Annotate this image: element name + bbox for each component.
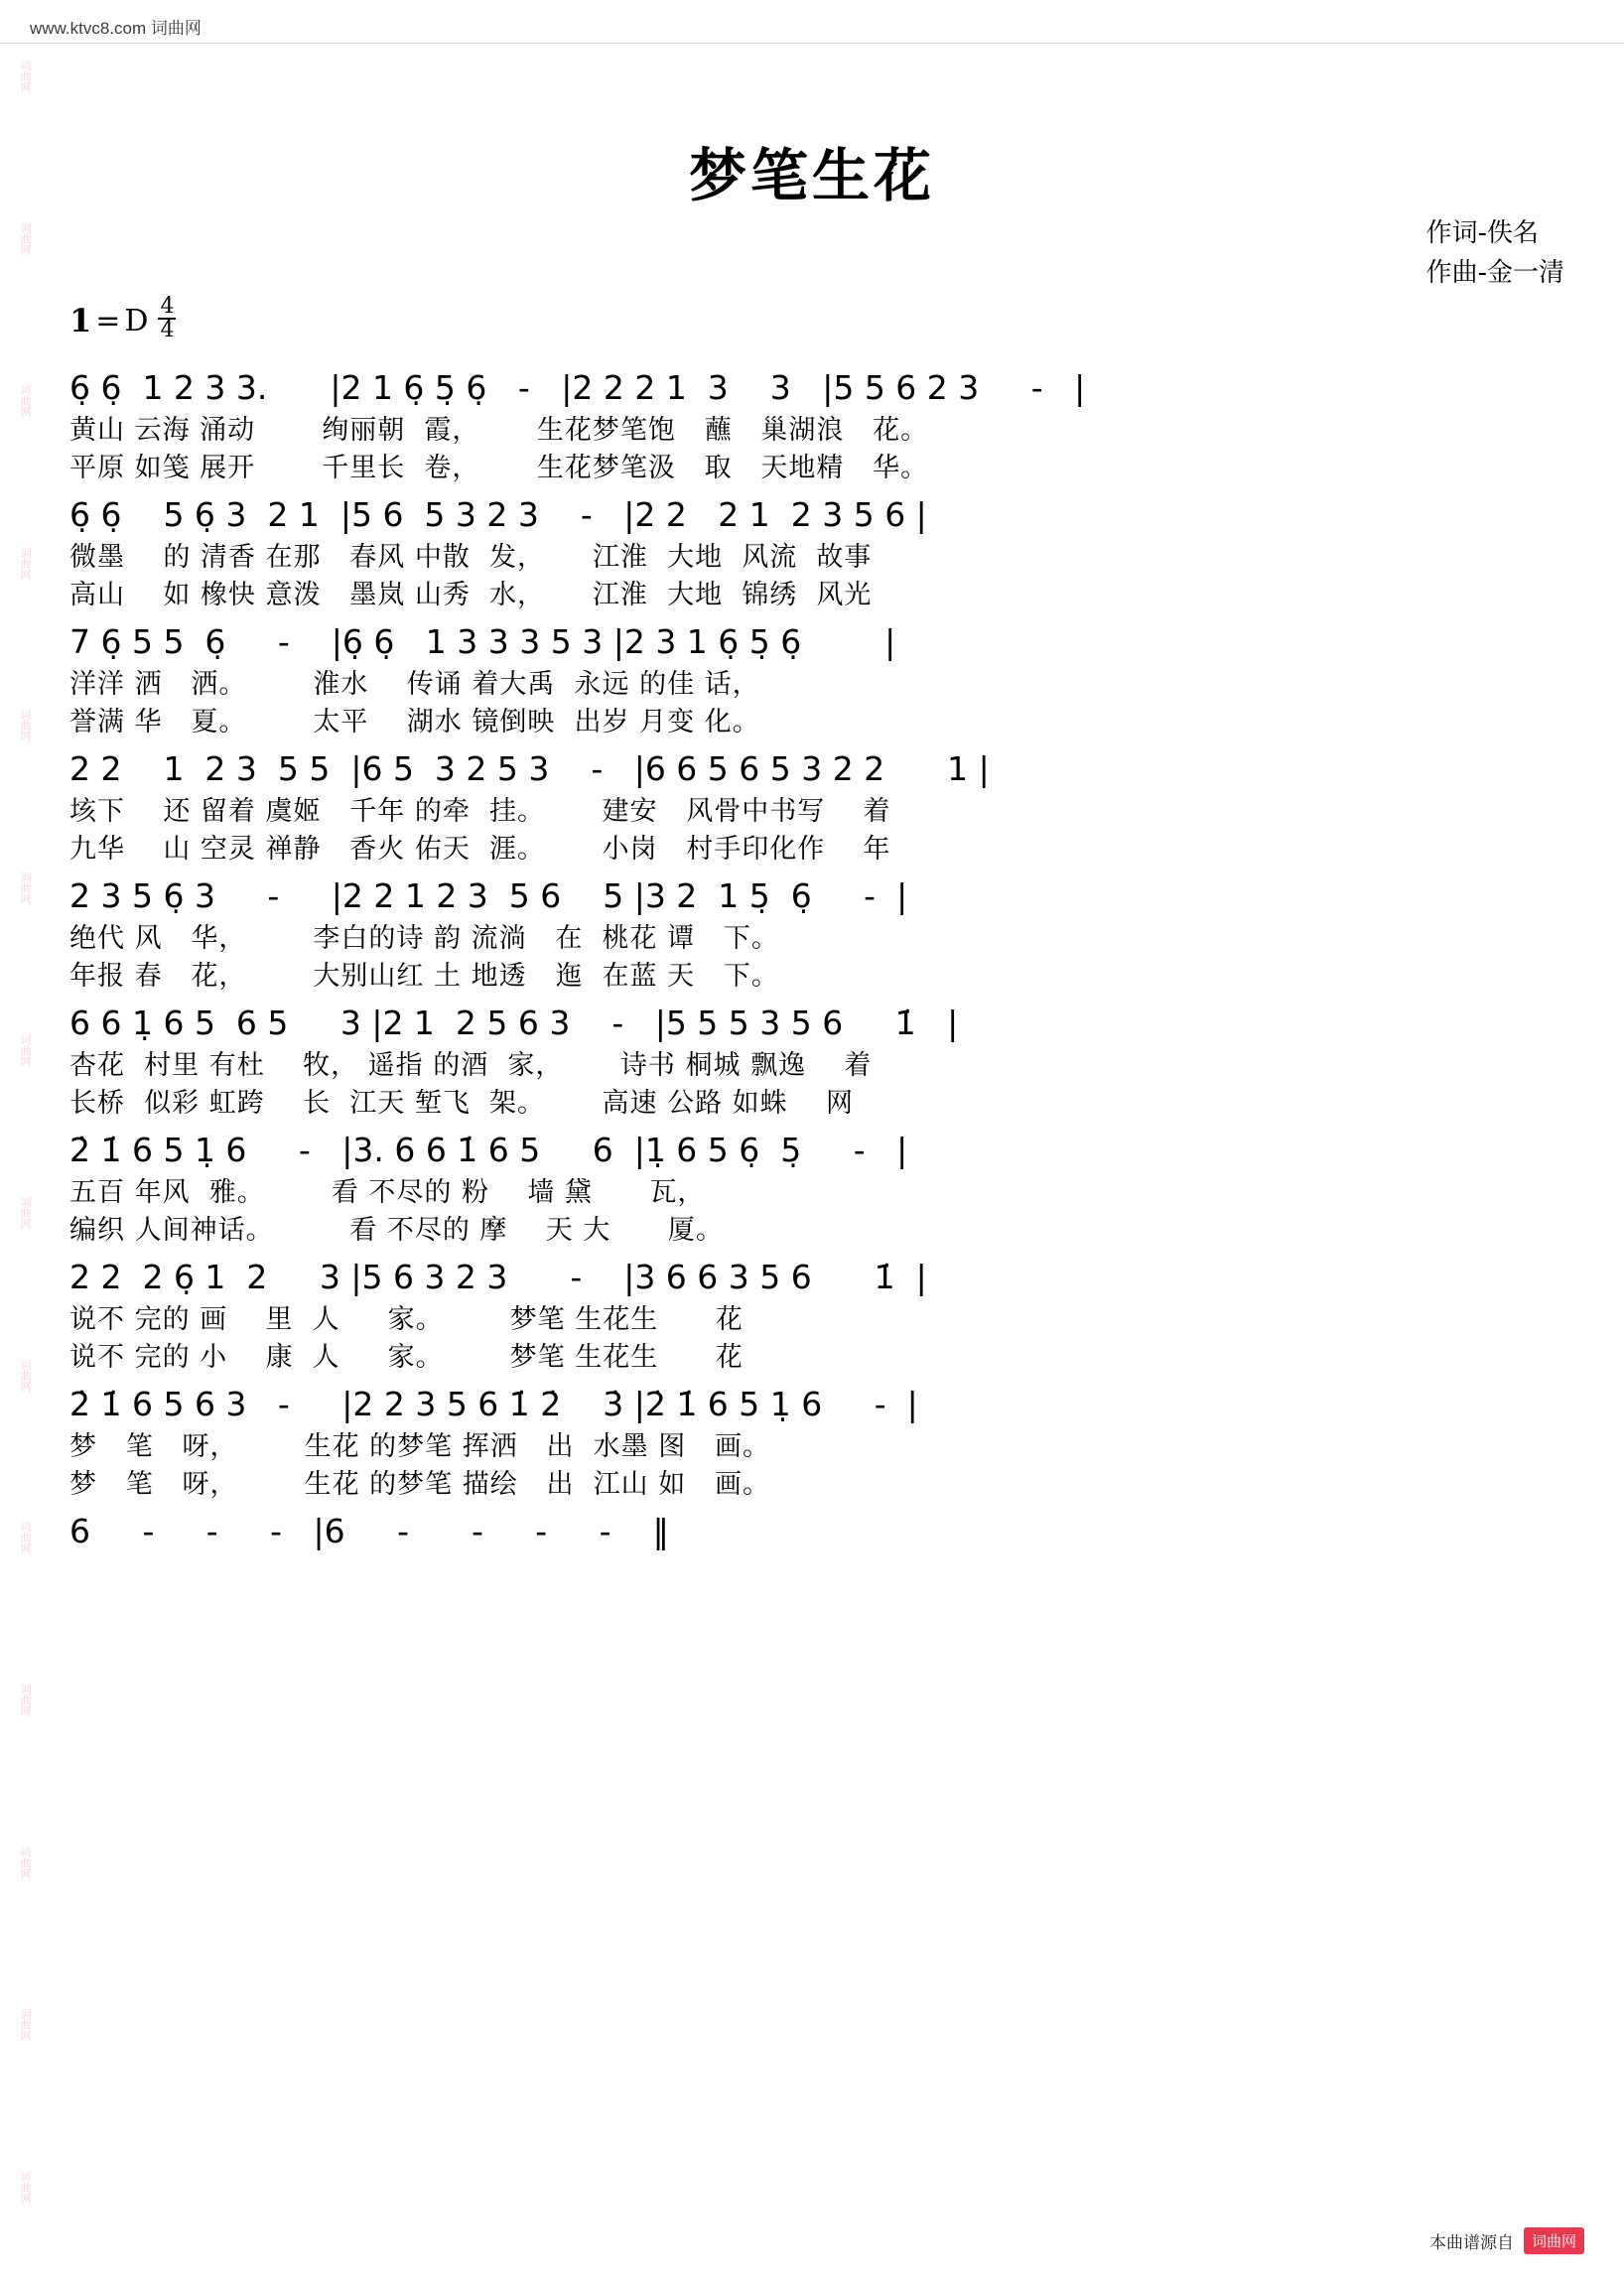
lyric-line-2: 高山 如 橡快 意泼 墨岚 山秀 水， 江淮 大地 锦绣 风光 (69, 580, 873, 610)
lyric-line-2: 梦 笔 呀， 生花 的梦笔 描绘 出 江山 如 画。 (69, 1469, 770, 1500)
watermark-text: 词曲网 (19, 546, 31, 580)
watermark-text: 词曲网 (19, 1358, 31, 1392)
music-system (69, 748, 1459, 870)
footer-source (1429, 2227, 1584, 2254)
notation-row: 2 3 5 6̣ 3 - |2 2 1 2 3 5 6 5 |3 2 1 5̣ 6̣ - | (69, 876, 908, 915)
watermark-text: 词曲网 (19, 60, 31, 92)
watermark-text: 词曲网 (19, 384, 31, 418)
watermark-text: 词曲网 (19, 2008, 31, 2042)
lyric-line-1: 杏花 村里 有杜 牧， 遥指 的酒 家， 诗书 桐城 飘逸 着 (69, 1050, 873, 1081)
lyric-line-2: 九华 山 空灵 禅静 香火 佑天 涯。 小岗 村手印化作 年 (69, 834, 891, 865)
music-systems (69, 367, 1459, 1562)
lyric-line-1: 说不 完的 画 里 人 家。 梦笔 生花生 花 (69, 1304, 744, 1335)
watermark-text: 词曲网 (19, 1683, 31, 1717)
lyric-line-2: 誉满 华 夏。 太平 湖水 镜倒映 出岁 月变 化。 (69, 707, 760, 737)
credits-block (1426, 213, 1564, 294)
notation-row: 2̇ 1̇ 6 5 1̣ 6 - |3. 6 6 1̇ 6 5 6 |1̣ 6 5 6̣ 5̣ - | (69, 1131, 908, 1169)
notation-row: 2̇ 1̇ 6 5 6 3 - |2 2 3 5 6 1̇ 2̇ 3̇ |2̇ 1̇ 6 5 1̣ 6 - | (69, 1385, 918, 1423)
lyric-line-1: 五百 年风 雅。 看 不尽的 粉 墙 黛 瓦， (69, 1177, 706, 1208)
notation-row-ending: 6 - - - |6 - - - - ‖ (69, 1512, 670, 1550)
lyric-line-1: 梦 笔 呀， 生花 的梦笔 挥洒 出 水墨 图 画。 (69, 1431, 770, 1462)
lyric-line-2: 年报 春 花， 大别山红 土 地透 迤 在蓝 天 下。 (69, 961, 779, 992)
notation-row: 6 6 1̣ 6 5 6 5 3 |2 1 2 5 6 3 - |5 5 5 3 5 6 1̇ | (69, 1004, 959, 1042)
watermark-column (4, 60, 30, 2204)
music-system (69, 875, 1459, 997)
notation-row: 2 2 2 6̣ 1 2 3 |5 6 3 2 3 - |3 6 6 3 5 6 1̇ | (69, 1258, 927, 1296)
watermark-text: 词曲网 (19, 221, 31, 255)
watermark-text: 词曲网 (19, 709, 31, 742)
notation-row: 2 2 1 2 3 5 5 |6 5 3 2 5 3 - |6 6 5 6 5 3 2 2 1 | (69, 749, 990, 788)
music-system-ending (69, 1511, 1459, 1556)
music-system (69, 1384, 1459, 1505)
music-system (69, 1257, 1459, 1378)
notation-row: 6̣ 6̣ 5 6̣ 3 2 1 |5 6 5 3 2 3 - |2 2 2 1 2 3 5 6 | (69, 495, 927, 534)
music-system (69, 367, 1459, 488)
watermark-text: 词曲网 (19, 1521, 31, 1554)
lyric-line-1: 洋洋 洒 洒。 淮水 传诵 着大禹 永远 的佳 话， (69, 669, 760, 700)
site-badge: 词曲网 (1524, 2227, 1584, 2254)
key-signature (69, 294, 176, 343)
time-signature (158, 296, 176, 341)
site-url-label: www.ktvc8.com 词曲网 (30, 19, 202, 38)
watermark-text: 词曲网 (19, 1033, 31, 1067)
top-bar (0, 0, 1624, 44)
lyric-line-1: 微墨 的 清香 在那 春风 中散 发， 江淮 大地 风流 故事 (69, 542, 873, 573)
composer-label: 作曲-金一清 (1425, 258, 1564, 289)
lyric-line-1: 垓下 还 留着 虞姬 千年 的牵 挂。 建安 风骨中书写 着 (69, 796, 891, 827)
key-letter: D (124, 303, 149, 338)
key-equals: = (95, 303, 121, 338)
time-signature-denominator: 4 (160, 318, 175, 342)
music-system (69, 494, 1459, 615)
lyric-line-2: 长桥 似彩 虹跨 长 江天 堑飞 架。 高速 公路 如蛛 网 (69, 1088, 854, 1119)
notation-row: 7 6̣ 5 5 6̣ - |6̣ 6̣ 1 3 3 3 5 3 |2 3 1 6̣ 5̣ 6̣ | (69, 622, 896, 661)
music-system (69, 1003, 1459, 1124)
page-title: 梦笔生花 (688, 142, 935, 209)
notation-row: 6̣ 6̣ 1 2 3 3. |2 1 6̣ 5̣ 6̣ - |2 2 2 1 3 3 |5 5 6 2 3 - | (69, 368, 1086, 407)
watermark-text: 词曲网 (19, 1845, 31, 1879)
lyricist-label: 作词-佚名 (1425, 218, 1539, 248)
lyric-line-2: 平原 如笺 展开 千里长 卷， 生花梦笔汲 取 天地精 华。 (69, 453, 929, 483)
watermark-text: 词曲网 (19, 871, 31, 905)
footer-source-label: 本曲谱源自 (1428, 2233, 1514, 2252)
watermark-text: 词曲网 (19, 1196, 31, 1230)
lyric-line-1: 黄山 云海 涌动 绚丽朝 霞， 生花梦笔饱 蘸 巢湖浪 花。 (69, 415, 929, 446)
watermark-text: 词曲网 (19, 2170, 31, 2204)
time-signature-numerator: 4 (160, 294, 175, 319)
lyric-line-2: 说不 完的 小 康 人 家。 梦笔 生花生 花 (69, 1342, 744, 1373)
key-number: 1 (69, 302, 92, 339)
music-system (69, 1130, 1459, 1251)
music-system (69, 621, 1459, 742)
lyric-line-1: 绝代 风 华， 李白的诗 韵 流淌 在 桃花 谭 下。 (69, 923, 779, 954)
lyric-line-2: 编织 人间神话。 看 不尽的 摩 天 大 厦。 (69, 1215, 724, 1246)
